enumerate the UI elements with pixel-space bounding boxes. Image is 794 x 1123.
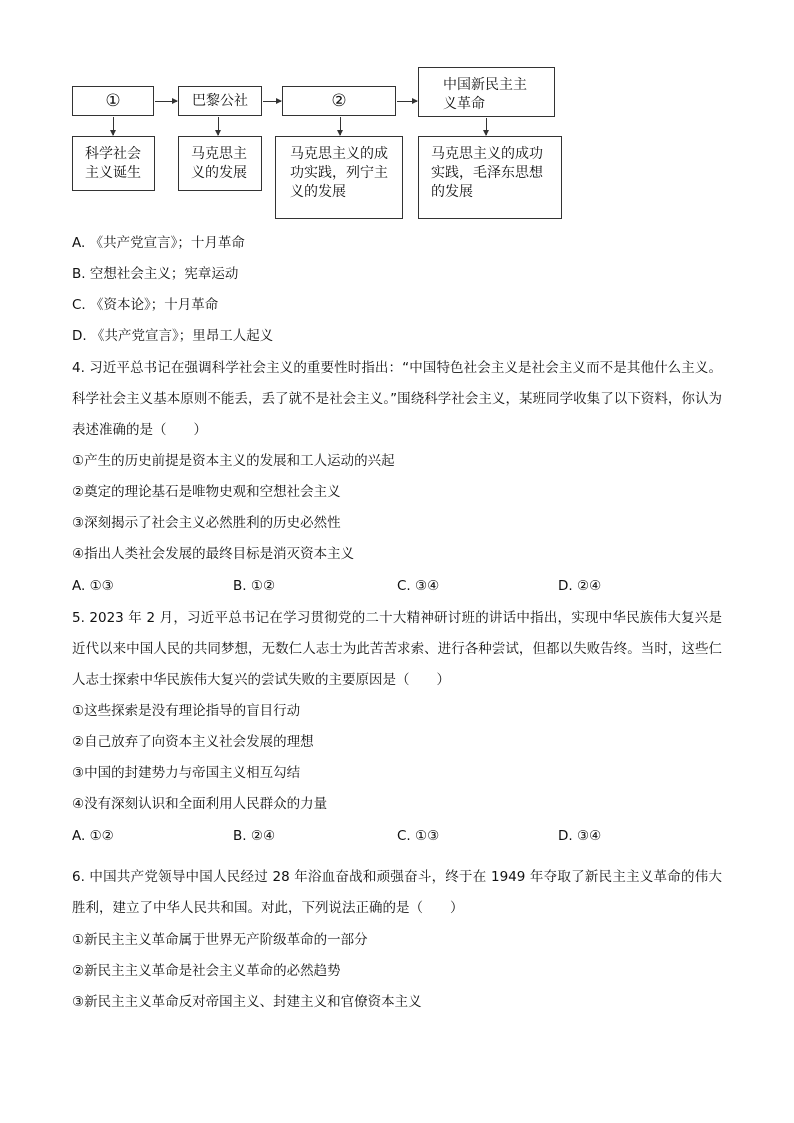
box-scientific-socialism-born: 科学社会主义诞生 bbox=[72, 136, 155, 191]
q6-statement-1: ①新民主主义革命属于世界无产阶级革命的一部分 bbox=[72, 932, 368, 948]
arrow-right-2 bbox=[263, 101, 281, 102]
q5-stem: 5. 2023 年 2 月，习近平总书记在学习贯彻党的二十大精神研讨班的讲话中指出，实现中华民族伟大复兴是近代以来中国人民的共同梦想，无数仁人志士为此苦苦求索、进行各种尝试，但都以失败告终。当时，这些仁人志士探索中华民族伟大复兴的尝试失败的主要原因是（ ） bbox=[72, 610, 722, 688]
q3-option-b: B. 空想社会主义；宪章运动 bbox=[72, 266, 239, 282]
box-new-democratic-revolution: 中国新民主主义革命 bbox=[418, 67, 555, 117]
q5-option-d: D. ③④ bbox=[558, 828, 602, 844]
arrow-down-4 bbox=[486, 118, 487, 135]
q5-statement-4: ④没有深刻认识和全面利用人民群众的力量 bbox=[72, 796, 328, 812]
q5-statement-3: ③中国的封建势力与帝国主义相互勾结 bbox=[72, 765, 301, 781]
q4-statement-2: ②奠定的理论基石是唯物史观和空想社会主义 bbox=[72, 484, 341, 500]
q4-statement-4: ④指出人类社会发展的最终目标是消灭资本主义 bbox=[72, 546, 355, 562]
box-blank-1: ① bbox=[72, 86, 154, 116]
q3-option-d: D. 《共产党宣言》；里昂工人起义 bbox=[72, 328, 274, 344]
q3-option-c: C. 《资本论》；十月革命 bbox=[72, 297, 219, 313]
q4-option-c: C. ③④ bbox=[397, 578, 440, 594]
q6-stem: 6. 中国共产党领导中国人民经过 28 年浴血奋战和顽强奋斗，终于在 1949 年夺取了新民主主义革命的伟大胜利，建立了中华人民共和国。对此，下列说法正确的是（ ） bbox=[72, 869, 722, 916]
arrow-right-3 bbox=[397, 101, 417, 102]
q4-statement-3: ③深刻揭示了社会主义必然胜利的历史必然性 bbox=[72, 515, 341, 531]
q5-statement-1: ①这些探索是没有理论指导的盲目行动 bbox=[72, 703, 301, 719]
q6-statement-2: ②新民主主义革命是社会主义革命的必然趋势 bbox=[72, 963, 341, 979]
q5-option-c: C. ①③ bbox=[397, 828, 440, 844]
flow-diagram bbox=[0, 0, 794, 230]
box-mao-thought-development: 马克思主义的成功实践，毛泽东思想的发展 bbox=[418, 136, 562, 219]
q4-statement-1: ①产生的历史前提是资本主义的发展和工人运动的兴起 bbox=[72, 453, 395, 469]
q4-stem: 4. 习近平总书记在强调科学社会主义的重要性时指出：“中国特色社会主义是社会主义而不是其他什么主义。科学社会主义基本原则不能丢，丢了就不是社会主义。”围绕科学社会主义，某班同学收集了以下资料，你认为表述准确的是（ ） bbox=[72, 360, 722, 438]
q3-option-a: A. 《共产党宣言》；十月革命 bbox=[72, 235, 245, 251]
arrow-down-3 bbox=[340, 117, 341, 135]
arrow-down-2 bbox=[218, 117, 219, 135]
q6-statement-3: ③新民主主义革命反对帝国主义、封建主义和官僚资本主义 bbox=[72, 994, 422, 1010]
q4-option-d: D. ②④ bbox=[558, 578, 602, 594]
box-leninism-development: 马克思主义的成功实践，列宁主义的发展 bbox=[275, 136, 403, 219]
arrow-right-1 bbox=[155, 101, 177, 102]
q4-option-a: A. ①③ bbox=[72, 578, 114, 594]
q5-statement-2: ②自己放弃了向资本主义社会发展的理想 bbox=[72, 734, 314, 750]
box-blank-2: ② bbox=[282, 86, 396, 116]
q5-option-a: A. ①② bbox=[72, 828, 114, 844]
q5-option-b: B. ②④ bbox=[233, 828, 276, 844]
box-marxism-development: 马克思主义的发展 bbox=[178, 136, 262, 191]
box-paris-commune: 巴黎公社 bbox=[178, 86, 262, 116]
q4-option-b: B. ①② bbox=[233, 578, 276, 594]
arrow-down-1 bbox=[113, 117, 114, 135]
